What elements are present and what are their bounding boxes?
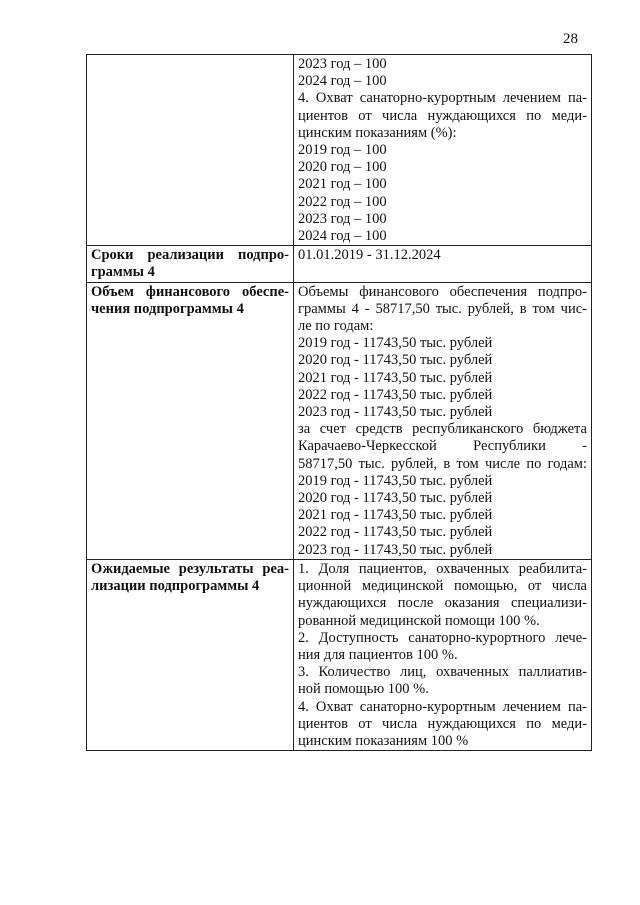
value-line: рованной медицинской помощи 100 %.	[298, 612, 540, 629]
value-line: 4. Охват санаторно-курортным лечением па-	[298, 90, 587, 107]
value-line: 2023 год – 100	[298, 210, 387, 227]
page-number: 28	[563, 31, 578, 47]
row-label-cell	[87, 55, 294, 246]
value-line: 2024 год – 100	[298, 73, 387, 90]
label-line: лизации подпрограммы 4	[91, 578, 260, 595]
value-line: 2023 год - 11743,50 тыс. рублей	[298, 541, 493, 558]
value-line: ния для пациентов 100 %.	[298, 646, 458, 663]
table-row	[87, 246, 592, 282]
row-value-cell	[294, 246, 592, 282]
value-line: за счет средств республиканского бюджета	[298, 421, 587, 438]
value-line: нуждающихся после оказания специализи-	[298, 595, 587, 612]
value-line: 2022 год - 11743,50 тыс. рублей	[298, 386, 493, 403]
value-line: 58717,50 тыс. рублей, в том числе по годам:	[298, 455, 587, 472]
table-row	[87, 55, 592, 246]
value-line: цинским показаниям (%):	[298, 124, 457, 141]
label-line: Сроки реализации подпро-	[91, 247, 289, 264]
value-line: циентов от числа нуждающихся по меди-	[298, 715, 587, 732]
value-line: 2021 год – 100	[298, 176, 387, 193]
value-line: Объемы финансового обеспечения подпро-	[298, 283, 587, 300]
subprogram-passport-table	[86, 54, 592, 751]
value-line: 01.01.2019 - 31.12.2024	[298, 247, 441, 264]
row-value-cell	[294, 55, 592, 246]
value-line: 2019 год – 100	[298, 142, 387, 159]
row-value-cell	[294, 282, 592, 559]
label-line: чения подпрограммы 4	[91, 300, 244, 317]
row-value-cell	[294, 559, 592, 750]
value-line: Карачаево-Черкесской Республики -	[298, 438, 587, 455]
value-line: граммы 4 - 58717,50 тыс. рублей, в том чис-	[298, 300, 587, 317]
row-label-cell	[87, 559, 294, 750]
value-line: ционной медицинской помощью, от числа	[298, 578, 587, 595]
value-line: ле по годам:	[298, 318, 374, 335]
table-row	[87, 559, 592, 750]
value-line: 2022 год – 100	[298, 193, 387, 210]
value-line: 2024 год – 100	[298, 228, 387, 245]
value-line: 2021 год - 11743,50 тыс. рублей	[298, 369, 493, 386]
label-line: Объем финансового обеспе-	[91, 283, 289, 300]
row-label-cell	[87, 246, 294, 282]
value-line: 4. Охват санаторно-курортным лечением па-	[298, 698, 587, 715]
row-label-cell	[87, 282, 294, 559]
value-line: 2021 год - 11743,50 тыс. рублей	[298, 507, 493, 524]
value-line: 2019 год - 11743,50 тыс. рублей	[298, 335, 493, 352]
value-line: цинским показаниям 100 %	[298, 732, 469, 749]
value-line: 2020 год - 11743,50 тыс. рублей	[298, 352, 493, 369]
value-line: 2. Доступность санаторно-курортного лече-	[298, 629, 587, 646]
value-line: 3. Количество лиц, охваченных паллиатив-	[298, 664, 587, 681]
table-row	[87, 282, 592, 559]
value-line: ной помощью 100 %.	[298, 681, 429, 698]
value-line: 2023 год – 100	[298, 56, 387, 72]
value-line: 1. Доля пациентов, охваченных реабилита-	[298, 560, 587, 577]
label-line: Ожидаемые результаты реа-	[91, 560, 289, 577]
value-line: 2023 год - 11743,50 тыс. рублей	[298, 404, 493, 421]
value-line: 2019 год - 11743,50 тыс. рублей	[298, 472, 493, 489]
label-line: граммы 4	[91, 264, 155, 281]
value-line: 2020 год - 11743,50 тыс. рублей	[298, 490, 493, 507]
value-line: циентов от числа нуждающихся по меди-	[298, 107, 587, 124]
value-line: 2020 год – 100	[298, 159, 387, 176]
value-line: 2022 год - 11743,50 тыс. рублей	[298, 524, 493, 541]
